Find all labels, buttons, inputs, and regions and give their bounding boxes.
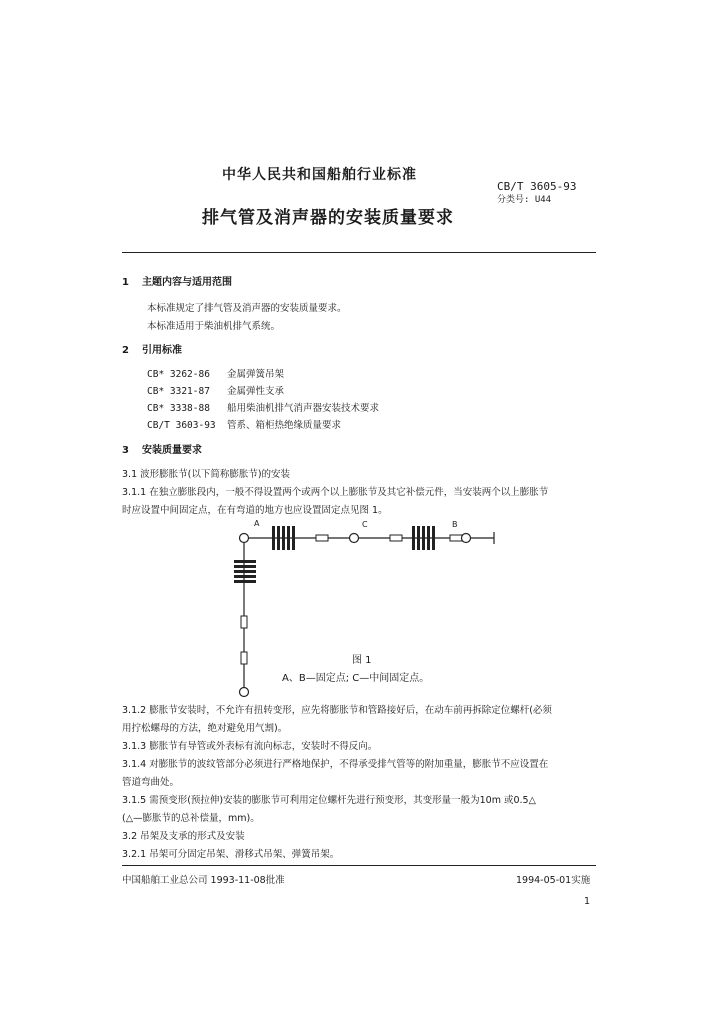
clause-3-1-1-line1: 3.1.1 在独立膨胀段内，一般不得设置两个或两个以上膨胀节及其它补偿元件，当安装两个以上膨胀节 [122,487,549,498]
issuing-authority: 中华人民共和国船舶行业标准 [222,167,417,183]
pipe-supports [241,535,462,664]
footer-rule [122,865,596,866]
approval-date: 中国船舶工业总公司 1993-11-08批准 [122,875,285,886]
clause-3-1-4-line2: 管道弯曲处。 [122,777,180,788]
clause-3-1-3: 3.1.3 膨胀节有导管或外表标有流向标志，安装时不得反向。 [122,741,378,752]
reference-code: CB* 3338-88 [147,403,210,414]
header-rule [122,252,596,253]
fixed-point-a [240,534,249,543]
reference-item [147,366,284,380]
clause-3-1: 3.1 波形膨胀节(以下简称膨胀节)的安装 [122,469,291,480]
section-number: 1 [122,277,129,288]
clause-3-1-5-line2: (△—膨胀节的总补偿量，mm)。 [122,813,260,824]
reference-code: CB/T 3603-93 [147,420,216,431]
section-number: 2 [122,345,129,356]
reference-item [147,417,341,431]
reference-item [147,383,284,397]
reference-text: 管系、箱柜热绝缘质量要求 [227,420,342,431]
clause-3-1-4-line1: 3.1.4 对膨胀节的波纹管部分必须进行严格地保护，不得承受排气管等的附加重量，膨胀节不应设置在 [122,759,549,770]
reference-item [147,400,379,414]
reference-text: 金属弹性支承 [227,386,285,397]
intermediate-fixed-point-c [350,534,359,543]
label-c: C [362,520,368,529]
classification-number: 分类号: U44 [497,195,552,205]
reference-code: CB* 3321-87 [147,386,210,397]
section-title: 引用标准 [142,345,182,356]
reference-code: CB* 3262-86 [147,369,210,380]
label-a: A [254,519,260,528]
standard-code: CB/T 3605-93 [497,180,577,193]
clause-3-1-5-line1: 3.1.5 需预变形(预拉伸)安装的膨胀节可利用定位螺杆先进行预变形，其变形量一般为10m 或0.5△ [122,795,536,806]
document-title: 排气管及消声器的安装质量要求 [202,208,454,228]
reference-text: 船用柴油机排气消声器安装技术要求 [227,403,380,414]
section-number: 3 [122,445,129,456]
fixed-point-bottom [240,688,249,697]
reference-text: 金属弹簧吊架 [227,369,285,380]
paragraph: 本标准规定了排气管及消声器的安装质量要求。 [147,303,347,314]
clause-3-1-1-line2: 时应设置中间固定点，在有弯道的地方也应设置固定点见图 1。 [122,505,388,516]
clause-3-2-1: 3.2.1 吊架可分固定吊架、滑移式吊架、弹簧吊架。 [122,849,340,860]
section-3-heading [122,441,202,456]
page-number: 1 [584,896,591,907]
section-title: 安装质量要求 [142,445,202,456]
paragraph: 本标准适用于柴油机排气系统。 [147,321,281,332]
section-title: 主题内容与适用范围 [142,277,232,288]
clause-3-2: 3.2 吊架及支承的形式及安装 [122,831,245,842]
fixed-point-b [462,534,471,543]
figure-caption: 图 1 [352,655,372,666]
clause-3-1-2-line1: 3.1.2 膨胀节安装时，不允许有扭转变形，应先将膨胀节和管路接好后，在动车前再拆除定位螺杆(必须 [122,705,552,716]
section-1-heading [122,273,232,288]
figure-legend: A、B—固定点; C—中间固定点。 [282,673,430,684]
implementation-date: 1994-05-01实施 [516,875,591,886]
expansion-joint-vertical [234,560,256,583]
clause-3-1-2-line2: 用拧松螺母的方法，绝对避免用气割)。 [122,723,288,734]
section-2-heading [122,341,182,356]
label-b: B [452,520,458,529]
